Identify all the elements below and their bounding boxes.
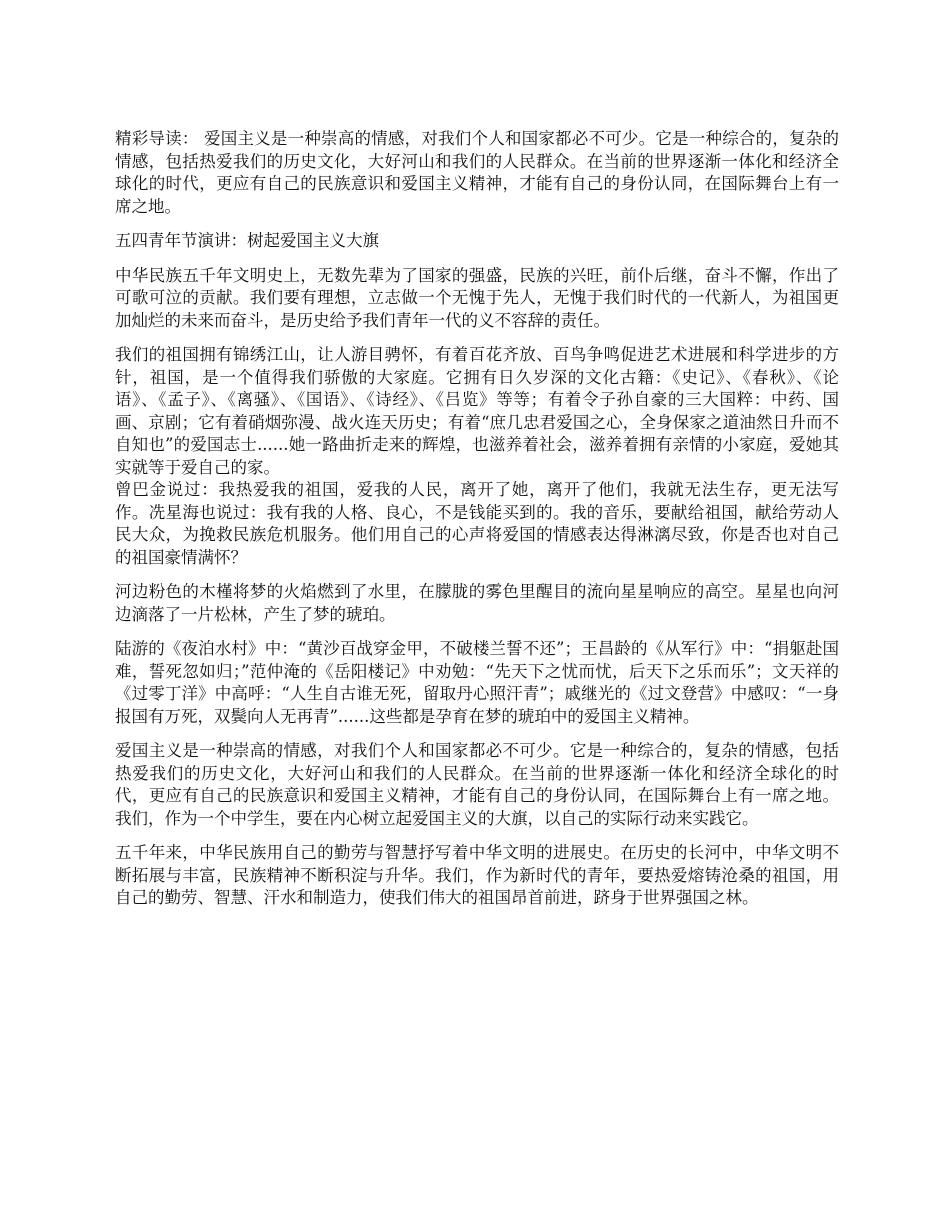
- document-page: [115, 128, 839, 922]
- body-paragraph-1: 中华民族五千年文明史上，无数先辈为了国家的强盛，民族的兴旺，前仆后继，奋斗不懈，作出了可歌可泣的贡献。我们要有理想，立志做一个无愧于先人，无愧于我们时代的一代新人，为祖国更加灿烂的未来而奋斗，是历史给予我们青年一代的义不容辞的责任。: [115, 265, 839, 330]
- body-paragraph-3: 曾巴金说过：我热爱我的祖国，爱我的人民，离开了她，离开了他们，我就无法生存，更无法写作。冼星海也说过：我有我的人格、良心，不是钱能买到的。我的音乐，要献给祖国，献给劳动人民大众，为挽救民族危机服务。他们用自己的心声将爱国的情感表达得淋漓尽致，你是否也对自己的祖国豪情满怀？: [115, 480, 839, 567]
- body-paragraph-5: 陆游的《夜泊水村》中：“黄沙百战穿金甲，不破楼兰誓不还”；王昌龄的《从军行》中：“捐躯赴国难，誓死忽如归；”范仲淹的《岳阳楼记》中劝勉：“先天下之忧而忧，后天下之乐而乐”；文天祥的《过零丁洋》中高呼：“人生自古谁无死，留取丹心照汗青”；戚继光的《过文登营》中感叹：“一身报国有万死，双鬓向人无再青”......这些都是孕育在梦的琥珀中的爱国主义精神。: [115, 639, 839, 726]
- speech-title: 五四青年节演讲：树起爱国主义大旗: [115, 231, 379, 250]
- body-paragraph-7: 五千年来，中华民族用自己的勤劳与智慧抒写着中华文明的进展史。在历史的长河中，中华文明不断拓展与丰富，民族精神不断积淀与升华。我们，作为新时代的青年，要热爱熔铸沧桑的祖国，用自己的勤劳、智慧、汗水和制造力，使我们伟大的祖国昂首前进，跻身于世界强国之林。: [115, 843, 839, 907]
- body-paragraph-4: 河边粉色的木槿将梦的火焰燃到了水里，在朦胧的雾色里醒目的流向星星响应的高空。星星也向河边滴落了一片松林，产生了梦的琥珀。: [115, 582, 839, 624]
- intro-paragraph: 精彩导读： 爱国主义是一种崇高的情感，对我们个人和国家都必不可少。它是一种综合的，复杂的情感，包括热爱我们的历史文化，大好河山和我们的人民群众。在当前的世界逐渐一体化和经济全球化的时代，更应有自己的民族意识和爱国主义精神，才能有自己的身份认同，在国际舞台上有一席之地。: [115, 129, 839, 216]
- body-paragraph-2: 我们的祖国拥有锦绣江山，让人游目骋怀，有着百花齐放、百鸟争鸣促进艺术进展和科学进步的方针，祖国，是一个值得我们骄傲的大家庭。它拥有日久岁深的文化古籍：《史记》、《春秋》、《论语》、《孟子》、《离骚》、《国语》、《诗经》、《吕览》等等；有着令子孙自豪的三大国粹：中药、国画、京剧；它有着硝烟弥漫、战火连天历史；有着“庶几忠君爱国之心，全身保家之道油然日升而不自知也”的爱国志士......她一路曲折走来的辉煌，也滋养着社会，滋养着拥有亲情的小家庭，爱她其实就等于爱自己的家。: [115, 345, 839, 477]
- body-paragraph-6: 爱国主义是一种崇高的情感，对我们个人和国家都必不可少。它是一种综合的，复杂的情感，包括热爱我们的历史文化，大好河山和我们的人民群众。在当前的世界逐渐一体化和经济全球化的时代，更应有自己的民族意识和爱国主义精神，才能有自己的身份认同，在国际舞台上有一席之地。我们，作为一个中学生，要在内心树立起爱国主义的大旗，以自己的实际行动来实践它。: [115, 741, 839, 828]
